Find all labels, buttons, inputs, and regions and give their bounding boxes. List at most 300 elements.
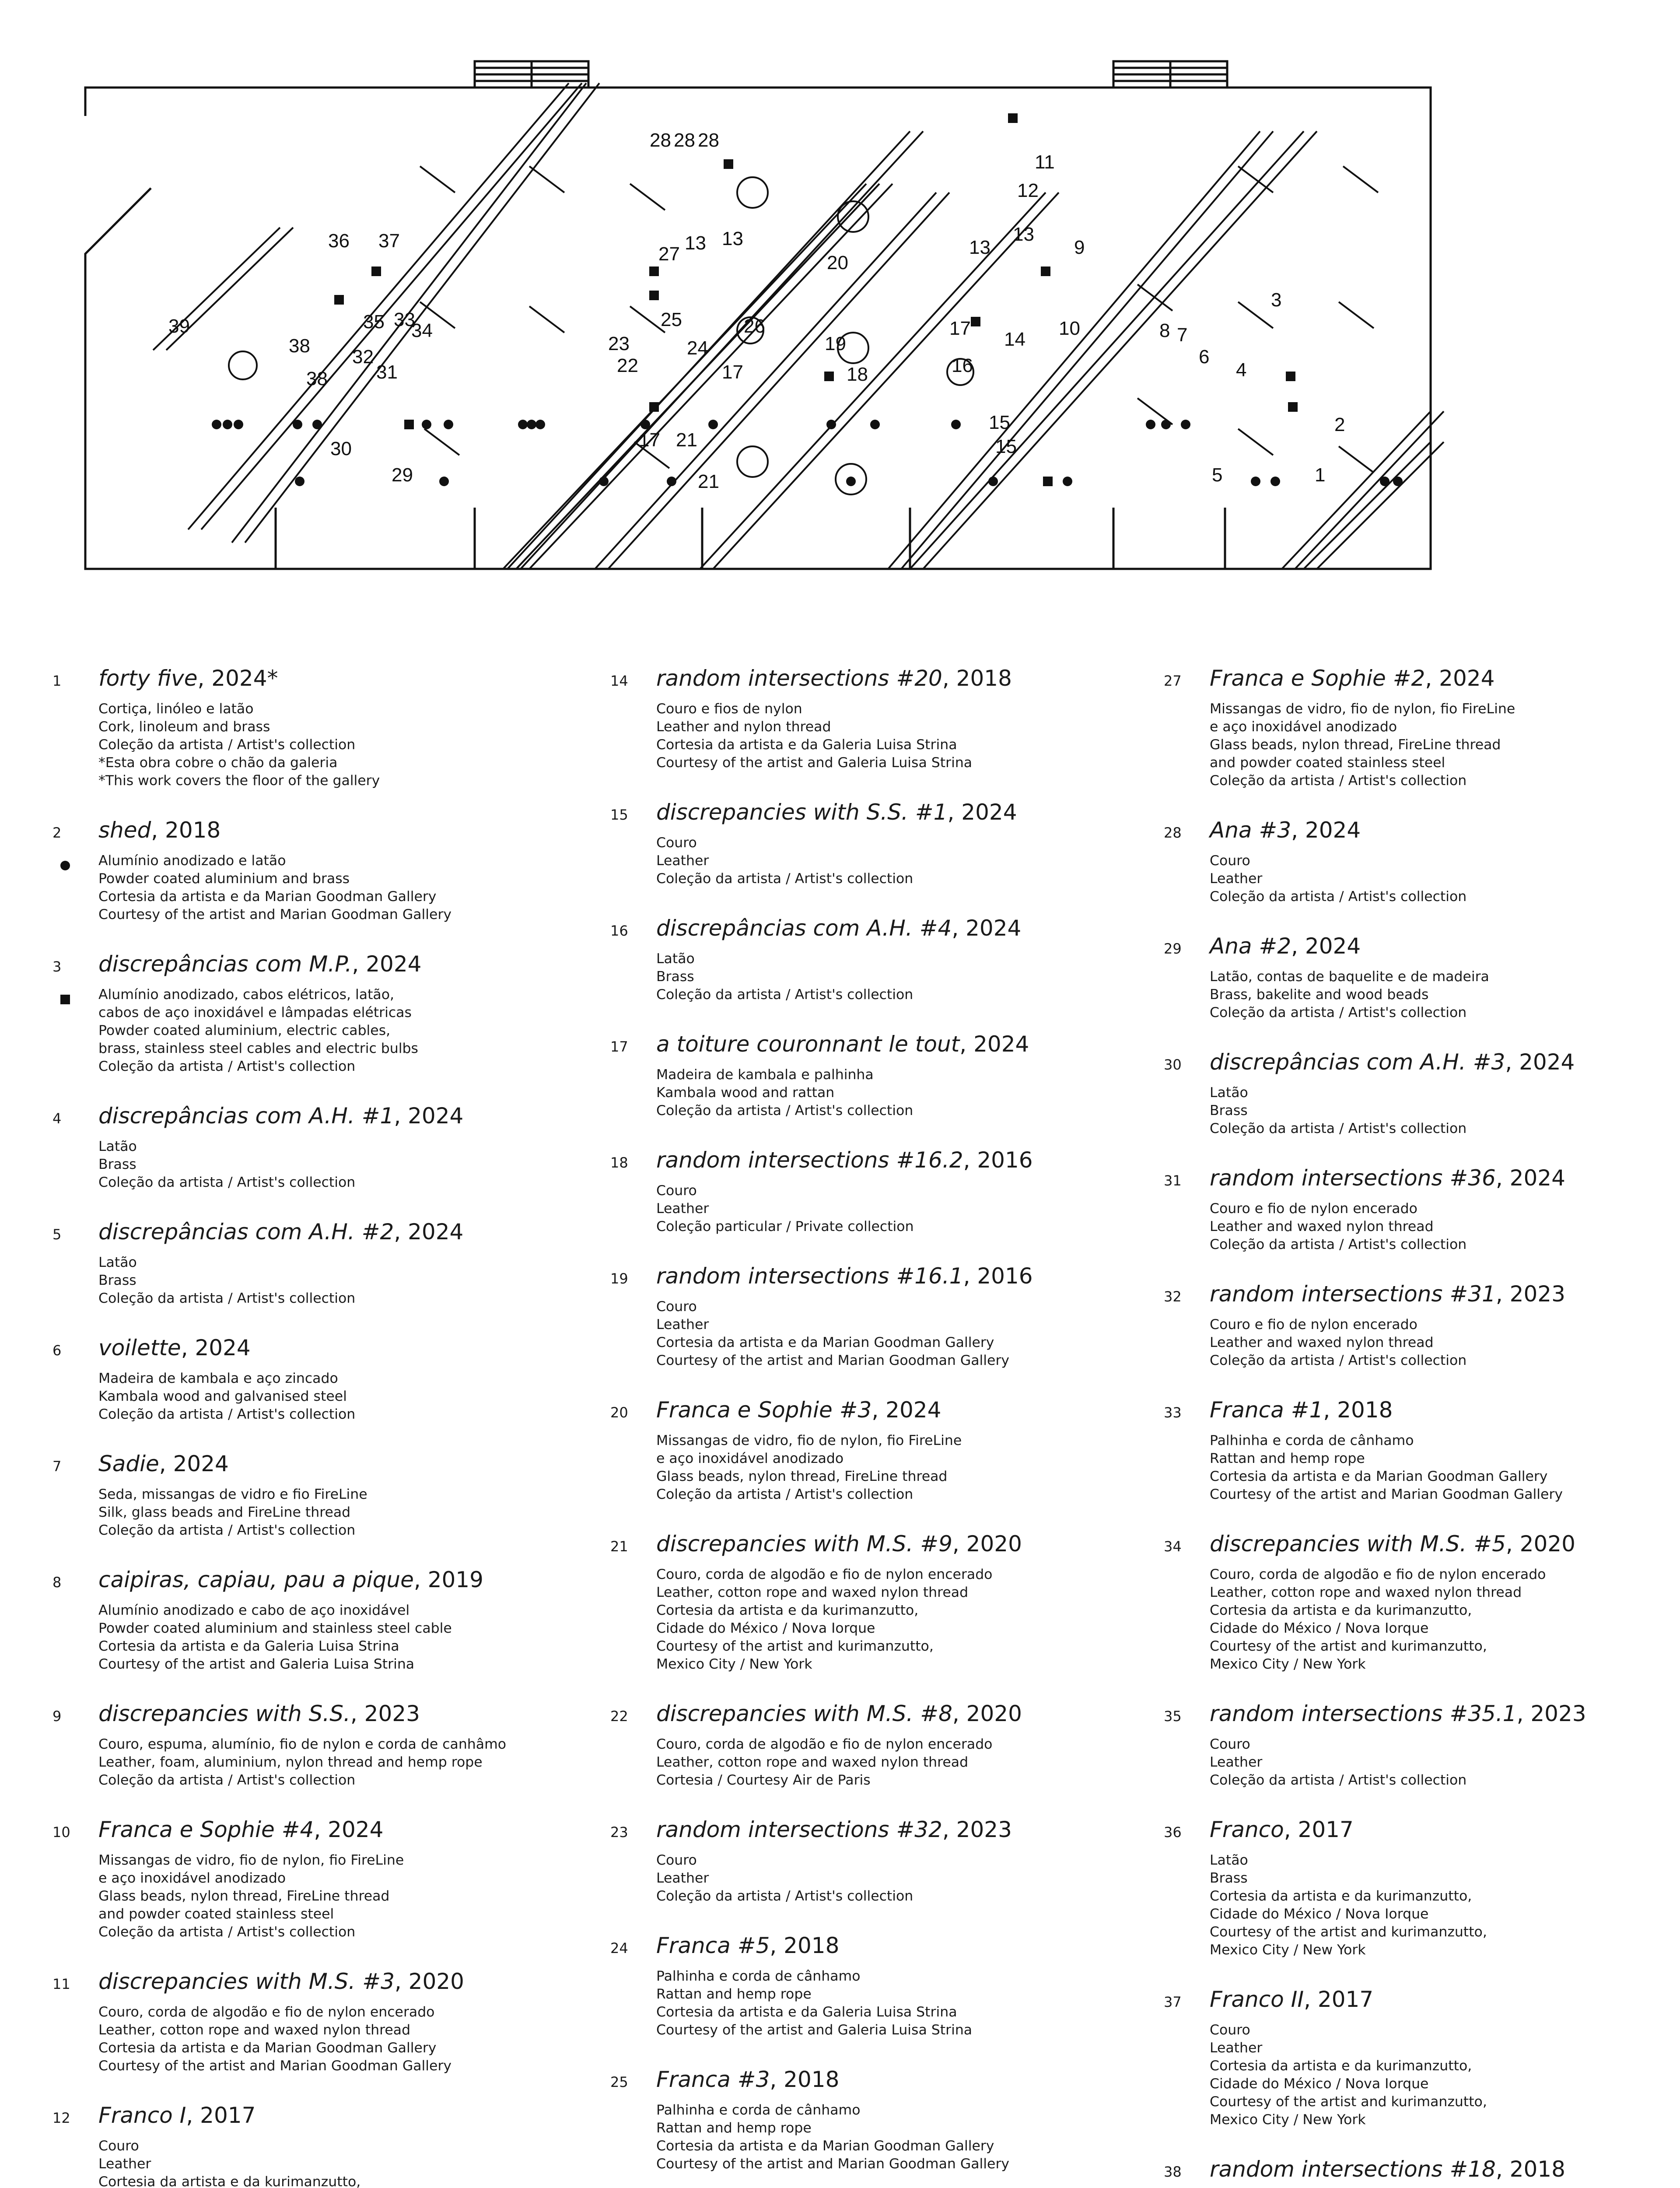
work-details xyxy=(1210,2021,1654,2129)
work-detail-line: Glass beads, nylon thread, FireLine thread xyxy=(98,1888,390,1904)
work-detail-line: Cortesia da artista e da Galeria Luisa Strina xyxy=(656,2004,957,2020)
work-details xyxy=(656,950,1100,1004)
work-detail-line: Cortesia da artista e da Marian Goodman Gallery xyxy=(98,889,437,905)
work-details xyxy=(1210,1316,1654,1370)
dot-marker xyxy=(293,420,302,429)
work-entry xyxy=(610,1531,1100,1673)
dot-marker xyxy=(536,420,545,429)
work-entry xyxy=(52,2102,542,2188)
work-number: 30 xyxy=(1164,1056,1182,1073)
work-title: random intersections #20 xyxy=(656,666,942,691)
work-details xyxy=(1210,1084,1654,1138)
work-title: Franco xyxy=(1210,1817,1284,1842)
floorplan-label: 13 xyxy=(685,232,706,254)
work-number: 32 xyxy=(1164,1288,1182,1305)
work-detail-line: Mexico City / New York xyxy=(656,1656,812,1672)
work-detail-line: Coleção da artista / Artist's collection xyxy=(98,1406,356,1422)
work-year: , 2020 xyxy=(1505,1531,1575,1557)
work-number: 6 xyxy=(52,1342,62,1359)
work-number: 20 xyxy=(610,1404,628,1421)
work-title-line xyxy=(1210,1165,1654,1191)
floorplan-label: 28 xyxy=(650,130,671,151)
work-detail-line: Alumínio anodizado, cabos elétricos, latão, xyxy=(98,987,395,1003)
work-details xyxy=(98,700,542,790)
work-detail-line: Alumínio anodizado e cabo de aço inoxidável xyxy=(98,1602,410,1618)
work-entry xyxy=(610,1397,1100,1504)
work-title-line xyxy=(1210,1986,1654,2013)
work-details xyxy=(656,1851,1100,1905)
work-year: , 2019 xyxy=(413,1567,483,1592)
work-title: discrepancies with M.S. #5 xyxy=(1210,1531,1506,1557)
work-title-line xyxy=(656,1031,1100,1057)
work-details xyxy=(1210,968,1654,1022)
work-detail-line: Alumínio anodizado e latão xyxy=(98,853,286,869)
diagonal-beam-line xyxy=(910,131,1304,569)
work-title: Franca #3 xyxy=(656,2067,770,2092)
work-title-line xyxy=(656,1816,1100,1843)
work-details xyxy=(98,1736,542,1789)
work-title: random intersections #16.1 xyxy=(656,1263,963,1289)
work-details xyxy=(1210,1736,1654,1789)
work-number: 22 xyxy=(610,1708,628,1725)
work-detail-line: Couro, corda de algodão e fio de nylon encerado xyxy=(656,1567,993,1582)
work-details xyxy=(656,1066,1100,1120)
square-marker xyxy=(334,295,344,305)
floorplan-label: 6 xyxy=(1199,346,1210,368)
floorplan-walls xyxy=(85,61,1431,569)
work-detail-line: Leather xyxy=(656,1201,709,1217)
work-title-line xyxy=(656,1531,1100,1557)
work-year: , 2020 xyxy=(952,1701,1022,1726)
square-marker xyxy=(971,317,980,326)
work-number: 35 xyxy=(1164,1708,1182,1725)
work-title: discrepâncias com A.H. #4 xyxy=(656,915,952,941)
work-entry xyxy=(610,915,1100,1004)
work-detail-line: Couro, corda de algodão e fio de nylon encerado xyxy=(1210,1567,1546,1582)
work-detail-line: Latão, contas de baquelite e de madeira xyxy=(1210,969,1489,985)
square-marker xyxy=(649,266,659,276)
floorplan-label: 4 xyxy=(1236,359,1247,381)
work-details xyxy=(1210,700,1654,790)
work-title-line xyxy=(1210,2156,1654,2182)
floorplan-label: 38 xyxy=(289,335,310,357)
work-title-line xyxy=(1210,1701,1654,1727)
dot-marker xyxy=(1251,477,1260,486)
work-detail-line: Latão xyxy=(98,1139,137,1154)
work-title-line xyxy=(98,1701,542,1727)
work-entry xyxy=(610,1031,1100,1120)
work-title: discrepâncias com A.H. #2 xyxy=(98,1219,394,1245)
work-title-line xyxy=(656,2066,1100,2093)
work-year: , 2017 xyxy=(1304,1987,1374,2012)
work-detail-line: Leather and waxed nylon thread xyxy=(1210,1219,1434,1234)
work-detail-line: Brass xyxy=(1210,1870,1248,1886)
diagonal-beam-line xyxy=(1282,411,1431,569)
dot-marker xyxy=(1146,420,1155,429)
work-detail-line: Couro xyxy=(1210,2022,1250,2038)
floorplan-fins xyxy=(420,166,1378,473)
work-details xyxy=(98,1254,542,1308)
work-detail-line: *This work covers the floor of the gallery xyxy=(98,773,380,789)
work-details xyxy=(656,1967,1100,2039)
work-entry xyxy=(610,1701,1100,1789)
floorplan-label: 19 xyxy=(825,333,846,354)
floorplan-label: 34 xyxy=(411,320,433,341)
work-detail-line: Leather xyxy=(98,2156,151,2172)
floorplan-label: 30 xyxy=(330,438,352,459)
work-year: , 2018 xyxy=(1323,1397,1393,1423)
work-entry xyxy=(52,1701,542,1789)
work-number: 16 xyxy=(610,922,628,939)
floorplan-label: 24 xyxy=(687,337,708,359)
work-details xyxy=(656,700,1100,772)
work-detail-line: Cortesia / Courtesy Air de Paris xyxy=(656,1772,871,1788)
floorplan-label: 32 xyxy=(352,346,374,368)
work-detail-line: Cortiça, linóleo e latão xyxy=(98,701,254,717)
work-detail-line: Silk, glass beads and FireLine thread xyxy=(98,1504,351,1520)
work-title-line xyxy=(656,915,1100,941)
work-detail-line: Powder coated aluminium and brass xyxy=(98,871,350,887)
dot-marker xyxy=(988,477,998,486)
work-year: , 2024 xyxy=(1505,1049,1575,1075)
work-detail-line: Couro xyxy=(656,835,697,851)
work-detail-line: Cortesia da artista e da Marian Goodman Gallery xyxy=(656,1335,994,1350)
work-title: discrepancies with M.S. #8 xyxy=(656,1701,952,1726)
diagonal-beam-line xyxy=(1304,442,1431,569)
dot-marker xyxy=(312,420,322,429)
diagonal-beam-line xyxy=(1295,411,1444,569)
work-number: 27 xyxy=(1164,673,1182,689)
work-detail-line: Coleção da artista / Artist's collection xyxy=(656,1888,914,1904)
floorplan-label: 13 xyxy=(722,228,743,249)
work-entry xyxy=(52,951,542,1076)
work-title-line xyxy=(98,1335,542,1361)
work-number: 23 xyxy=(610,1824,628,1841)
floorplan-label: 17 xyxy=(722,361,743,383)
works-column-1 xyxy=(52,665,542,2188)
work-entry xyxy=(52,1816,542,1941)
work-detail-line: Courtesy of the artist and kurimanzutto, xyxy=(656,1638,934,1654)
circle-mark xyxy=(737,177,768,208)
work-title-line xyxy=(656,665,1100,691)
work-title-line xyxy=(656,1147,1100,1173)
work-detail-line: Coleção da artista / Artist's collection xyxy=(98,1924,356,1940)
work-entry xyxy=(1164,933,1654,1022)
dot-marker xyxy=(439,477,449,486)
work-detail-line: Leather xyxy=(656,853,709,869)
work-year: , 2018 xyxy=(770,1933,840,1958)
work-detail-line: Rattan and hemp rope xyxy=(656,1986,812,2002)
work-year: , 2024 xyxy=(314,1817,384,1842)
work-details xyxy=(98,1851,542,1941)
dot-marker xyxy=(1181,420,1190,429)
work-detail-line: Leather xyxy=(1210,2040,1263,2056)
work-detail-line: Madeira de kambala e aço zincado xyxy=(98,1371,338,1386)
work-number: 17 xyxy=(610,1038,628,1055)
work-detail-line: Leather and nylon thread xyxy=(656,719,831,735)
diagonal-beam-line xyxy=(188,83,569,529)
dot-marker xyxy=(1380,477,1390,486)
work-number: 7 xyxy=(52,1458,62,1475)
dot-marker xyxy=(640,420,650,429)
work-number: 2 xyxy=(52,824,62,841)
dot-marker xyxy=(444,420,453,429)
work-number: 36 xyxy=(1164,1824,1182,1841)
work-detail-line: Couro e fios de nylon xyxy=(656,701,802,717)
work-detail-line: Coleção da artista / Artist's collection xyxy=(656,871,914,887)
work-number: 21 xyxy=(610,1538,628,1555)
work-number: 5 xyxy=(52,1226,62,1243)
work-detail-line: Couro xyxy=(656,1299,697,1315)
gallery-floorplan xyxy=(0,0,1680,621)
work-title-line xyxy=(1210,1397,1654,1423)
work-entry xyxy=(1164,1397,1654,1504)
dot-marker xyxy=(667,477,676,486)
work-title: discrepancies with S.S. #1 xyxy=(656,799,948,825)
work-detail-line: Courtesy of the artist and Marian Goodman Gallery xyxy=(656,1353,1010,1368)
work-title-line xyxy=(98,1103,542,1129)
work-detail-line: Brass xyxy=(98,1157,136,1172)
work-number: 15 xyxy=(610,806,628,823)
work-detail-line: Seda, missangas de vidro e fio FireLine xyxy=(98,1487,368,1502)
work-entry xyxy=(610,665,1100,772)
work-details xyxy=(98,1486,542,1539)
work-entry xyxy=(1164,1165,1654,1254)
work-title: a toiture couronnant le tout xyxy=(656,1031,960,1057)
circle-mark xyxy=(838,201,868,232)
floorplan-label: 22 xyxy=(617,355,638,376)
work-year: , 2024 xyxy=(1425,666,1495,691)
work-title: Franca e Sophie #4 xyxy=(98,1817,314,1842)
floorplan-label: 20 xyxy=(827,252,848,274)
work-number: 8 xyxy=(52,1574,62,1591)
work-detail-line: Leather xyxy=(656,1317,709,1332)
work-detail-line: Courtesy of the artist and Galeria Luisa Strina xyxy=(656,755,973,771)
work-entry xyxy=(52,1103,542,1192)
work-number: 19 xyxy=(610,1270,628,1287)
work-detail-line: Brass xyxy=(98,1273,136,1288)
dot-marker xyxy=(599,477,609,486)
fin-line xyxy=(424,429,459,455)
work-title: voilette xyxy=(98,1335,181,1360)
square-marker xyxy=(1008,113,1018,123)
work-detail-line: Cortesia da artista e da Marian Goodman Gallery xyxy=(656,2138,994,2154)
square-marker xyxy=(404,420,414,429)
work-title: shed xyxy=(98,817,151,843)
work-detail-line: *Esta obra cobre o chão da galeria xyxy=(98,755,338,771)
floorplan-label: 18 xyxy=(847,364,868,385)
work-detail-line: Couro xyxy=(1210,853,1250,869)
floorplan-label: 13 xyxy=(969,237,990,258)
work-detail-line: Leather, cotton rope and waxed nylon thread xyxy=(656,1585,969,1600)
fin-line xyxy=(1238,429,1273,455)
fin-line xyxy=(630,184,665,210)
work-detail-line: Cidade do México / Nova Iorque xyxy=(1210,1906,1429,1922)
work-title-line xyxy=(98,2102,542,2128)
floorplan-label: 15 xyxy=(989,412,1010,433)
work-detail-line: Brass xyxy=(1210,1103,1248,1119)
work-detail-line: Couro xyxy=(656,1852,697,1868)
work-detail-line: Madeira de kambala e palhinha xyxy=(656,1067,874,1083)
work-detail-line: Mexico City / New York xyxy=(1210,1656,1366,1672)
work-entry xyxy=(52,665,542,790)
work-title-line xyxy=(656,1263,1100,1289)
work-detail-line: Cortesia da artista e da Marian Goodman Gallery xyxy=(1210,1469,1548,1484)
work-title-line xyxy=(656,799,1100,825)
floorplan-label: 25 xyxy=(661,309,682,330)
square-marker xyxy=(1043,477,1053,486)
square-marker-icon xyxy=(60,995,70,1004)
work-detail-line: Courtesy of the artist and Marian Goodman Gallery xyxy=(98,907,452,922)
work-entry xyxy=(610,1147,1100,1236)
circle-mark xyxy=(229,351,257,379)
work-detail-line: Kambala wood and galvanised steel xyxy=(98,1389,347,1404)
work-detail-line: Courtesy of the artist and Galeria Luisa Strina xyxy=(98,1656,415,1672)
work-number: 10 xyxy=(52,1824,70,1841)
work-number: 25 xyxy=(610,2074,628,2090)
work-title-line xyxy=(98,1219,542,1245)
work-detail-line: Leather xyxy=(656,1870,709,1886)
circle-mark xyxy=(737,446,768,477)
work-number: 18 xyxy=(610,1154,628,1171)
work-year: , 2016 xyxy=(963,1263,1033,1289)
work-year: , 2024 xyxy=(1291,817,1361,843)
diagonal-beam-line xyxy=(901,131,1273,569)
work-detail-line: Leather, cotton rope and waxed nylon thread xyxy=(98,2022,411,2038)
work-detail-line: Leather and waxed nylon thread xyxy=(1210,1335,1434,1350)
work-number: 24 xyxy=(610,1940,628,1957)
work-details xyxy=(1210,1432,1654,1504)
work-details xyxy=(656,1432,1100,1504)
work-number: 34 xyxy=(1164,1538,1182,1555)
work-detail-line: Coleção da artista / Artist's collection xyxy=(1210,773,1467,789)
work-title: Franca e Sophie #2 xyxy=(1210,666,1425,691)
work-detail-line: e aço inoxidável anodizado xyxy=(98,1870,286,1886)
fin-line xyxy=(630,306,665,333)
work-entry xyxy=(1164,817,1654,906)
floorplan-label: 37 xyxy=(378,230,400,252)
work-detail-line: Latão xyxy=(656,951,695,967)
work-title: discrepâncias com A.H. #3 xyxy=(1210,1049,1505,1075)
dot-marker xyxy=(846,477,856,486)
work-title-line xyxy=(656,1397,1100,1423)
work-title-line xyxy=(98,951,542,977)
work-details xyxy=(98,1602,542,1673)
square-marker xyxy=(649,402,659,412)
work-title: caipiras, capiau, pau a pique xyxy=(98,1567,414,1592)
work-details xyxy=(656,1736,1100,1789)
floorplan-label: 33 xyxy=(394,309,415,330)
work-title: random intersections #32 xyxy=(656,1817,942,1842)
work-detail-line: Palhinha e corda de cânhamo xyxy=(1210,1433,1414,1448)
floorplan-markers xyxy=(212,113,1403,486)
diagonal-beam-line xyxy=(529,184,892,569)
floorplan-label: 9 xyxy=(1074,237,1085,258)
work-detail-line: Courtesy of the artist and kurimanzutto, xyxy=(1210,1638,1487,1654)
work-title-line xyxy=(98,817,542,843)
work-detail-line: Couro e fio de nylon encerado xyxy=(1210,1317,1418,1332)
work-details xyxy=(656,1566,1100,1673)
work-detail-line: Cortesia da artista e da kurimanzutto, xyxy=(1210,1888,1472,1904)
work-detail-line: Coleção da artista / Artist's collection xyxy=(98,1522,356,1538)
work-details xyxy=(98,1370,542,1424)
floorplan-label: 28 xyxy=(674,130,695,151)
work-title-line xyxy=(1210,1281,1654,1307)
dot-marker xyxy=(295,477,304,486)
work-year: , 2024 xyxy=(947,799,1017,825)
work-detail-line: Coleção da artista / Artist's collection xyxy=(98,1175,356,1190)
work-detail-line: Cidade do México / Nova Iorque xyxy=(656,1620,875,1636)
work-year: , 2020 xyxy=(394,1969,464,1994)
work-title-line xyxy=(1210,933,1654,959)
floorplan-label: 31 xyxy=(376,361,398,383)
dot-marker xyxy=(212,420,221,429)
floorplan-label: 15 xyxy=(995,436,1017,457)
work-details xyxy=(98,852,542,924)
floorplan-label: 39 xyxy=(168,316,190,337)
work-detail-line: Coleção da artista / Artist's collection xyxy=(1210,1005,1467,1020)
work-details xyxy=(656,2101,1100,2173)
dot-marker xyxy=(708,420,718,429)
work-year: , 2018 xyxy=(770,2067,840,2092)
work-detail-line: Couro, corda de algodão e fio de nylon encerado xyxy=(98,2004,435,2020)
work-year: , 2023 xyxy=(942,1817,1012,1842)
work-title: Franca #1 xyxy=(1210,1397,1323,1423)
work-detail-line: Coleção da artista / Artist's collection xyxy=(656,1487,914,1502)
work-title-line xyxy=(98,1451,542,1477)
work-detail-line: Coleção da artista / Artist's collection xyxy=(1210,1353,1467,1368)
work-detail-line: Leather, cotton rope and waxed nylon thread xyxy=(656,1754,969,1770)
floorplan-label: 7 xyxy=(1177,324,1188,346)
work-detail-line: Rattan and hemp rope xyxy=(656,2120,812,2136)
work-year: , 2023 xyxy=(1495,1281,1565,1307)
work-detail-line: Coleção da artista / Artist's collection xyxy=(1210,889,1467,905)
square-marker xyxy=(649,291,659,300)
work-detail-line: Cortesia da artista e da Galeria Luisa Strina xyxy=(656,737,957,753)
fin-line xyxy=(1339,446,1374,473)
work-title-line xyxy=(1210,817,1654,843)
work-number: 4 xyxy=(52,1110,62,1127)
floorplan-label: 2 xyxy=(1334,414,1345,435)
dot-marker xyxy=(234,420,243,429)
work-detail-line: Missangas de vidro, fio de nylon, fio FireLine xyxy=(1210,701,1516,717)
work-year: , 2024 xyxy=(1495,1165,1565,1191)
work-number: 28 xyxy=(1164,824,1182,841)
work-detail-line: and powder coated stainless steel xyxy=(98,1906,334,1922)
work-detail-line: Coleção particular / Private collection xyxy=(656,1219,914,1234)
floorplan-diagonal-structures xyxy=(153,83,1444,569)
work-title: Franca e Sophie #3 xyxy=(656,1397,872,1423)
work-entry xyxy=(52,1968,542,2075)
floorplan-label: 27 xyxy=(658,243,680,265)
floorplan-label: 35 xyxy=(363,311,385,333)
work-title-line xyxy=(98,1968,542,1995)
work-detail-line: Leather, foam, aluminium, nylon thread and hemp rope xyxy=(98,1754,483,1770)
floorplan-label: 38 xyxy=(306,368,328,389)
work-detail-line: Couro, corda de algodão e fio de nylon encerado xyxy=(656,1736,993,1752)
work-detail-line: Palhinha e corda de cânhamo xyxy=(656,1968,861,1984)
work-detail-line: Cortesia da artista e da kurimanzutto, xyxy=(1210,1602,1472,1618)
floorplan-label: 13 xyxy=(1013,224,1034,245)
work-details xyxy=(1210,852,1654,906)
work-detail-line: Latão xyxy=(98,1255,137,1270)
dot-marker xyxy=(1161,420,1171,429)
work-detail-line: Cortesia da artista e da kurimanzutto, xyxy=(656,1602,919,1618)
work-detail-line: Leather xyxy=(1210,871,1263,887)
dot-marker xyxy=(1270,477,1280,486)
work-number: 33 xyxy=(1164,1404,1182,1421)
work-number: 37 xyxy=(1164,1994,1182,2010)
